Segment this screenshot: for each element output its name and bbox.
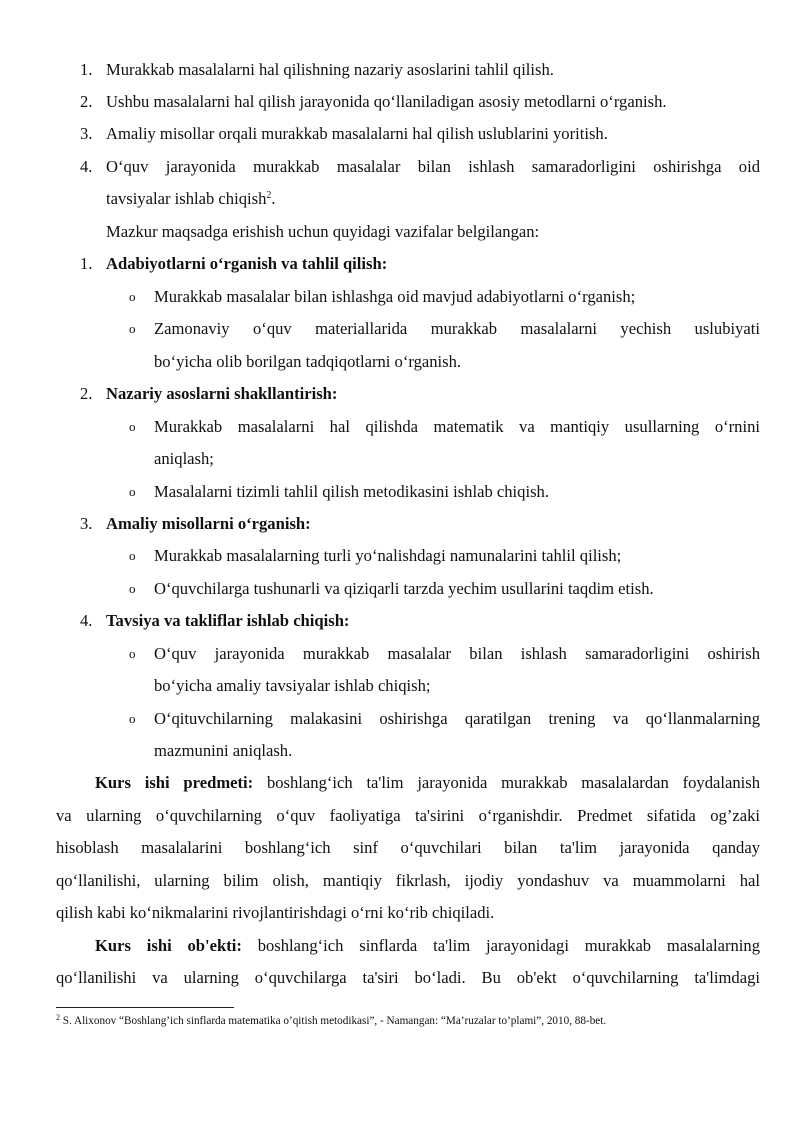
task-bullet: O‘quv jarayonida murakkab masalalar bilan ishlash samaradorligini oshirish	[154, 644, 760, 663]
task-bullet: Murakkab masalalarni hal qilishda matematik va mantiqiy usullarning o‘rnini	[154, 417, 760, 436]
task-number: 1.	[80, 254, 93, 273]
footnote-number: 2	[56, 1013, 60, 1022]
object-paragraph-line	[56, 936, 760, 956]
goal-text: O‘quv jarayonida murakkab masalalar bilan ishlash samaradorligini oshirishga oid	[106, 157, 760, 176]
footnote	[56, 1013, 606, 1029]
goal-text: Amaliy misollar orqali murakkab masalalarni hal qilish uslublarini yoritish.	[106, 124, 608, 143]
task-bullet: O‘qituvchilarning malakasini oshirishga qaratilgan trening va qo‘llanmalarning	[154, 709, 760, 728]
task-title-text: Amaliy misollarni o‘rganish:	[106, 514, 311, 533]
bullet-marker: o	[129, 711, 136, 726]
task-bullet: Murakkab masalalar bilan ishlashga oid mavjud adabiyotlarni o‘rganish;	[154, 287, 636, 306]
bullet-marker: o	[129, 321, 136, 336]
task-number: 3.	[80, 514, 93, 533]
goal-text-end: .	[271, 189, 276, 208]
bullet-marker: o	[129, 484, 136, 499]
subject-paragraph-line	[56, 773, 760, 793]
goal-number: 2.	[80, 92, 93, 111]
task-bullet: O‘quvchilarga tushunarli va qiziqarli tarzda yechim usullarini taqdim etish.	[154, 579, 654, 598]
task-bullet: Zamonaviy o‘quv materiallarida murakkab masalalarni yechish uslubiyati	[154, 319, 760, 338]
task-bullet: Murakkab masalalarning turli yo‘nalishdagi namunalarini tahlil qilish;	[154, 546, 622, 565]
tasks-intro: Mazkur maqsadga erishish uchun quyidagi vazifalar belgilangan:	[106, 222, 540, 241]
task-bullet-cont: bo‘yicha amaliy tavsiyalar ishlab chiqish;	[154, 676, 431, 695]
task-title	[106, 514, 311, 534]
task-title-text: Nazariy asoslarni shakllantirish:	[106, 384, 338, 403]
subject-paragraph-line: hisoblash masalalarini boshlang‘ich sinf o‘quvchilari bilan ta'lim jarayonida qanday	[56, 838, 760, 857]
bullet-marker: o	[129, 646, 136, 661]
bullet-marker: o	[129, 581, 136, 596]
object-text: boshlang‘ich sinflarda ta'lim jarayonidagi murakkab masalalarning	[241, 936, 760, 955]
subject-text: boshlang‘ich ta'lim jarayonida murakkab masalalardan foydalanish	[253, 773, 760, 792]
goal-number: 3.	[80, 124, 93, 143]
bullet-marker: o	[129, 548, 136, 563]
goal-text: Ushbu masalalarni hal qilish jarayonida qo‘llaniladigan asosiy metodlarni o‘rganish.	[106, 92, 667, 111]
task-bullet: Masalalarni tizimli tahlil qilish metodikasini ishlab chiqish.	[154, 482, 549, 501]
task-number: 2.	[80, 384, 93, 403]
goal-text-cont	[106, 189, 276, 209]
task-title	[106, 611, 349, 631]
object-label: Kurs ishi ob'ekti:	[95, 936, 242, 955]
subject-label: Kurs ishi predmeti:	[95, 773, 254, 792]
bullet-marker: o	[129, 419, 136, 434]
subject-paragraph-line: va ularning o‘quvchilarning o‘quv faoliyatiga ta'sirini o‘rganishdir. Predmet sifatida og’zaki	[56, 806, 760, 825]
goal-text: tavsiyalar ishlab chiqish	[106, 189, 267, 208]
task-title-text: Tavsiya va takliflar ishlab chiqish:	[106, 611, 350, 630]
footnote-ref[interactable]: 2	[266, 190, 272, 201]
goal-text: Murakkab masalalarni hal qilishning nazariy asoslarini tahlil qilish.	[106, 60, 554, 79]
task-bullet-cont: bo‘yicha olib borilgan tadqiqotlarni o‘rganish.	[154, 352, 462, 371]
task-bullet-cont: mazmunini aniqlash.	[154, 741, 293, 760]
footnote-separator	[56, 1007, 234, 1008]
task-title-text: Adabiyotlarni o‘rganish va tahlil qilish:	[106, 254, 388, 273]
subject-paragraph-line: qilish kabi ko‘nikmalarini rivojlantirishdagi o‘rni ko‘rib chiqiladi.	[56, 903, 495, 922]
footnote-text: S. Alixonov “Boshlang’ich sinflarda matematika o’qitish metodikasi”, - Namangan: “Ma’ruzalar to’plami”, 2010, 88-bet.	[60, 1015, 607, 1027]
task-title	[106, 254, 387, 274]
goal-number: 4.	[80, 157, 93, 176]
task-bullet-cont: aniqlash;	[154, 449, 214, 468]
bullet-marker: o	[129, 289, 136, 304]
goal-number: 1.	[80, 60, 93, 79]
object-paragraph-line: qo‘llanilishi va ularning o‘quvchilarga ta'siri bo‘ladi. Bu ob'ekt o‘quvchilarning ta'limdagi	[56, 968, 760, 987]
task-number: 4.	[80, 611, 93, 630]
subject-paragraph-line: qo‘llanilishi, ularning bilim olish, mantiqiy fikrlash, ijodiy yondashuv va muammolarni hal	[56, 871, 760, 890]
task-title	[106, 384, 337, 404]
